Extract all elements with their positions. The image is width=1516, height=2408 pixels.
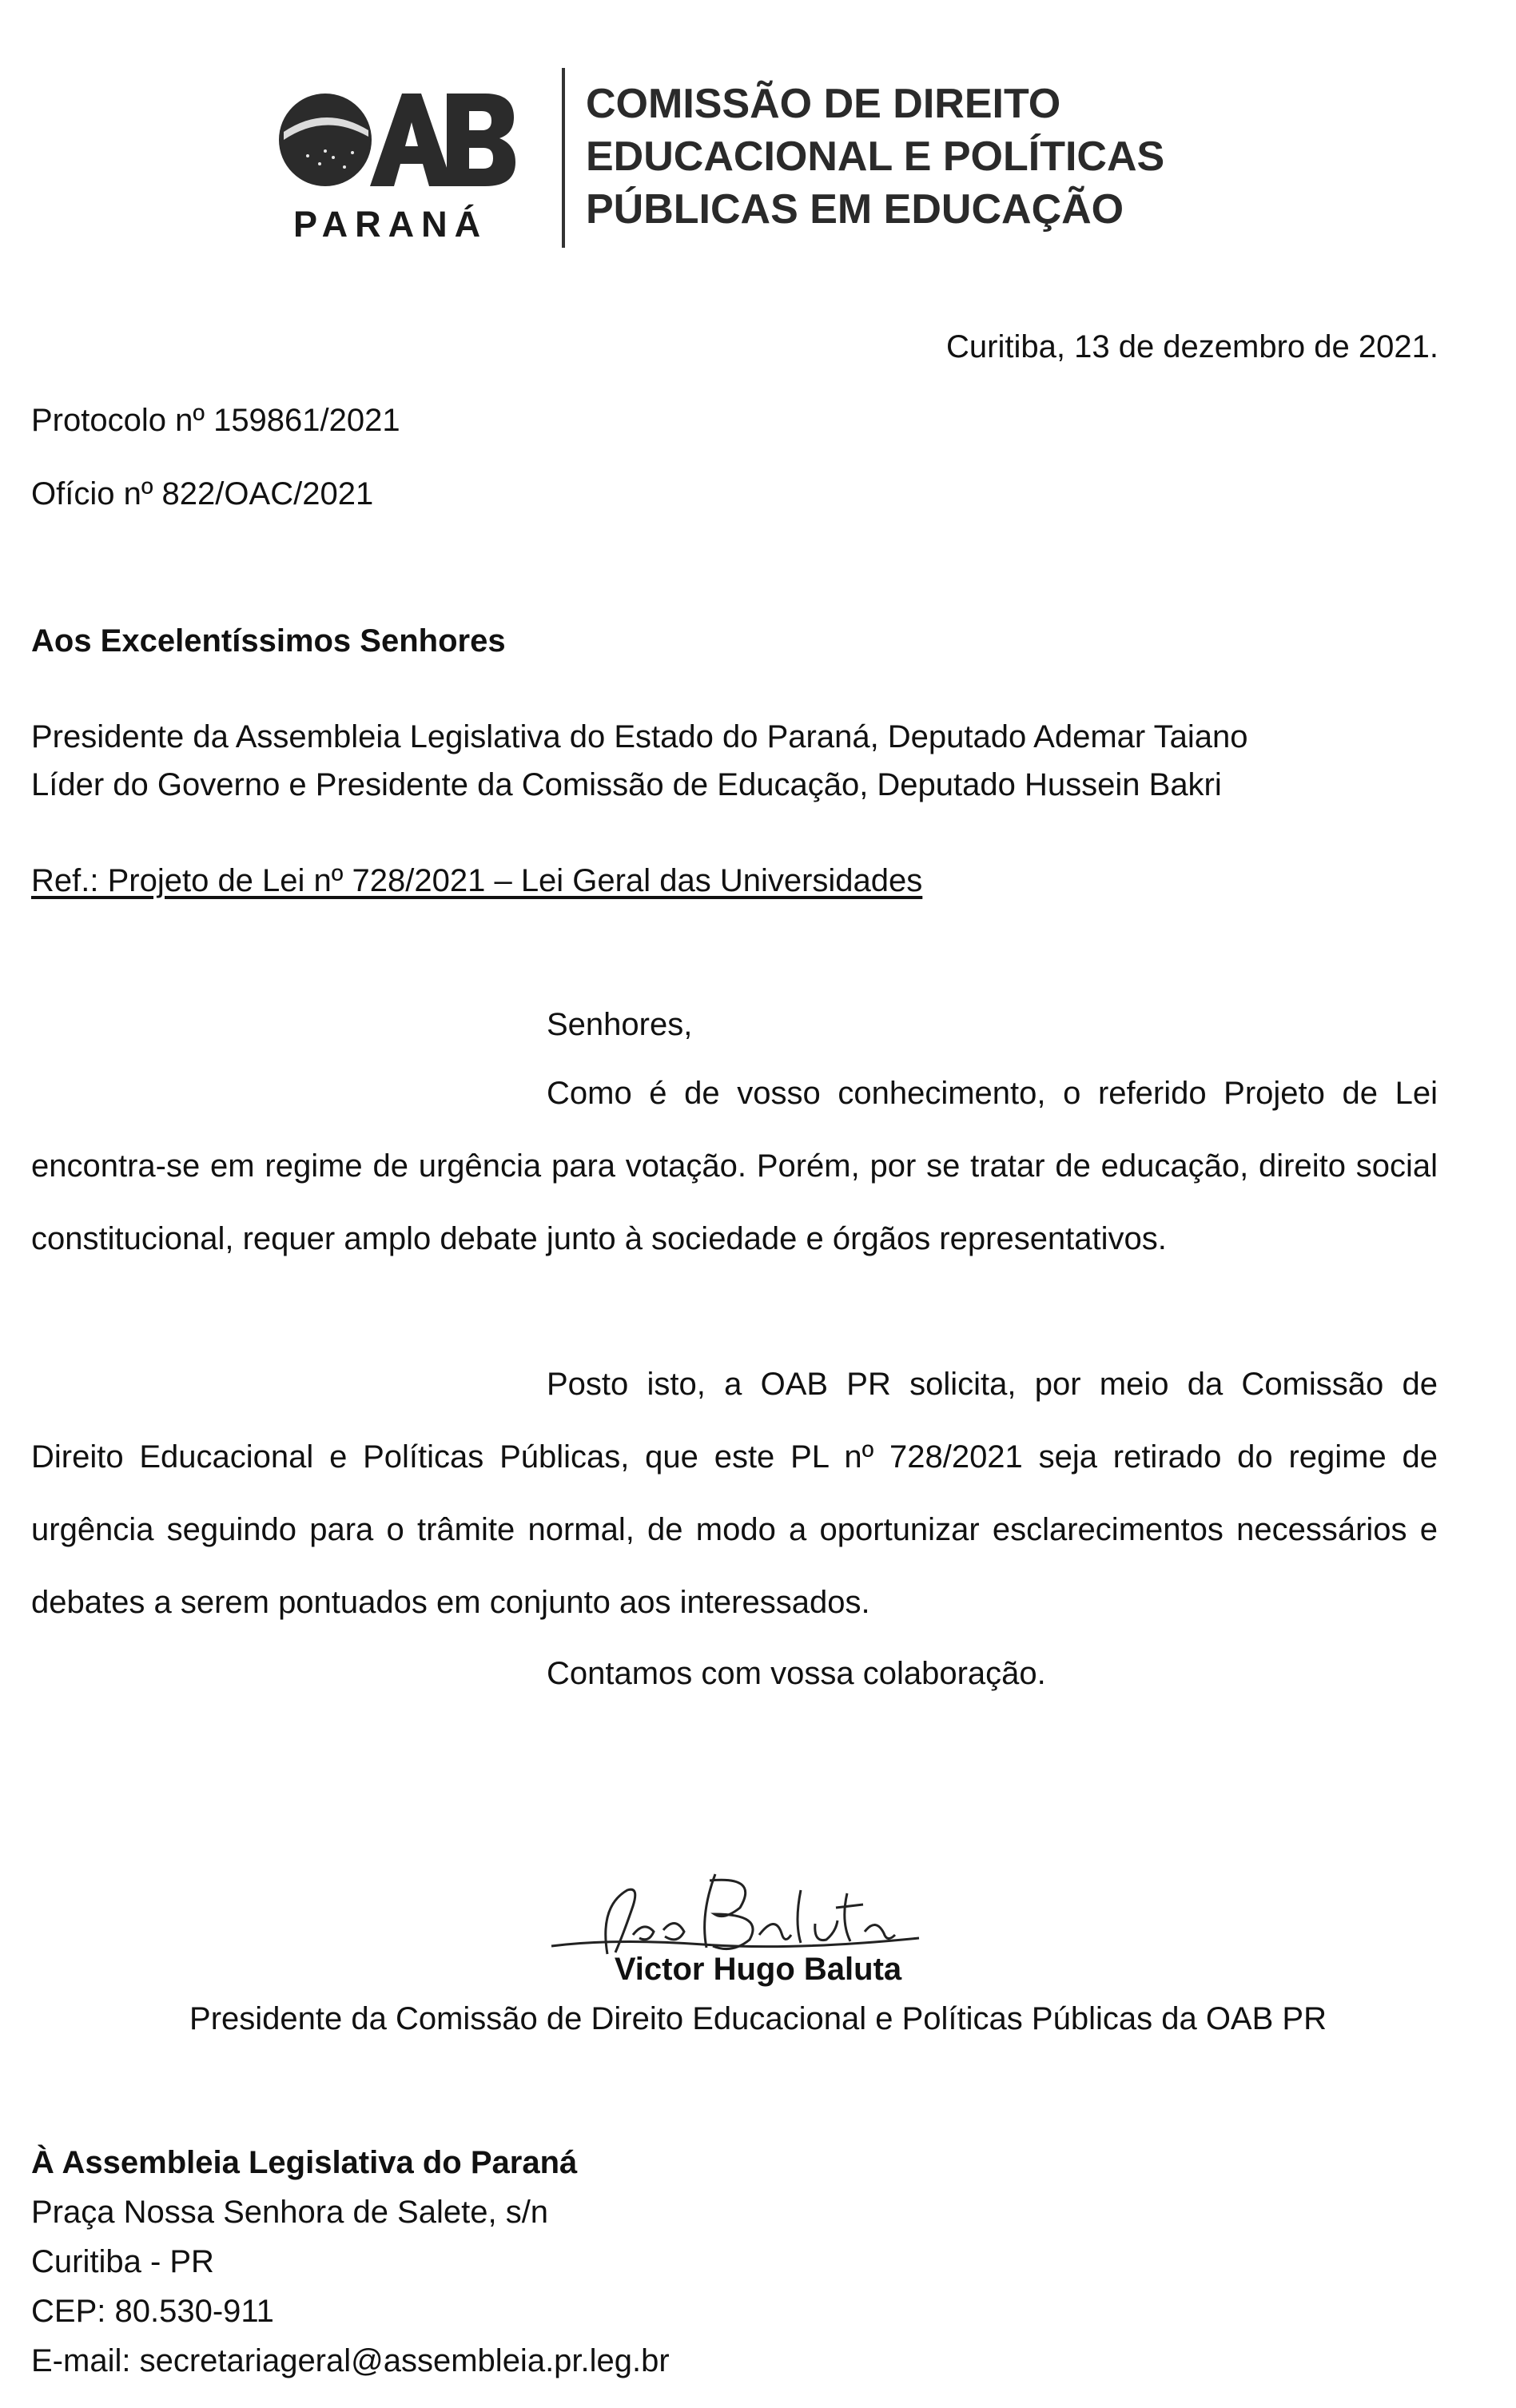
recipient-line: Líder do Governo e Presidente da Comissão de Educação, Deputado Hussein Bakri xyxy=(31,767,1222,802)
recipient-line: Presidente da Assembleia Legislativa do Estado do Paraná, Deputado Ademar Taiano xyxy=(31,719,1248,754)
address-recipient: À Assembleia Legislativa do Paraná xyxy=(31,2145,578,2180)
commission-title-line: EDUCACIONAL E POLÍTICAS xyxy=(586,133,1165,180)
reference-line: Ref.: Projeto de Lei nº 728/2021 – Lei Geral das Universidades xyxy=(31,863,923,898)
salutation-heading: Aos Excelentíssimos Senhores xyxy=(31,623,506,659)
protocol-number: Protocolo nº 159861/2021 xyxy=(31,403,400,438)
address-zip: CEP: 80.530-911 xyxy=(31,2294,274,2329)
oab-logo-mark xyxy=(276,84,515,196)
body-paragraph-text: Como é de vosso conhecimento, o referido Projeto de Lei encontra-se em regime de urgência para votação. Porém, por se tratar de educação, direito social constitucional, requer amplo debate junto à sociedade e órgãos representativos. xyxy=(31,1076,1438,1256)
address-block xyxy=(31,2138,670,2386)
closing-line: Contamos com vossa colaboração. xyxy=(547,1656,1046,1691)
commission-title-line: PÚBLICAS EM EDUCAÇÃO xyxy=(586,186,1124,233)
logo-subtitle: PARANÁ xyxy=(293,204,488,245)
body-paragraph-text: Posto isto, a OAB PR solicita, por meio da Comissão de Direito Educacional e Políticas Públicas, que este PL nº 728/2021 seja retirado do regime de urgência seguindo para o trâmite normal, de modo a oportunizar esclarecimentos necessários e debates a serem pontuados em conjunto aos interessados. xyxy=(31,1367,1438,1620)
address-email: E-mail: secretariageral@assembleia.pr.leg.br xyxy=(31,2343,670,2378)
address-street: Praça Nossa Senhora de Salete, s/n xyxy=(31,2195,549,2230)
commission-title xyxy=(586,78,1225,236)
commission-title-line: COMISSÃO DE DIREITO xyxy=(586,81,1061,127)
body-paragraph xyxy=(31,1057,1438,1276)
greeting: Senhores, xyxy=(547,1007,693,1042)
header-divider xyxy=(562,68,565,248)
address-city: Curitiba - PR xyxy=(31,2244,214,2279)
letter-date: Curitiba, 13 de dezembro de 2021. xyxy=(946,329,1438,364)
oab-logo xyxy=(276,84,515,244)
body-paragraph xyxy=(31,1348,1438,1639)
letterhead xyxy=(276,68,1235,252)
signatory-role: Presidente da Comissão de Direito Educacional e Políticas Públicas da OAB PR xyxy=(189,2001,1327,2036)
signatory-name: Victor Hugo Baluta xyxy=(614,1952,902,1987)
office-number: Ofício nº 822/OAC/2021 xyxy=(31,476,374,511)
